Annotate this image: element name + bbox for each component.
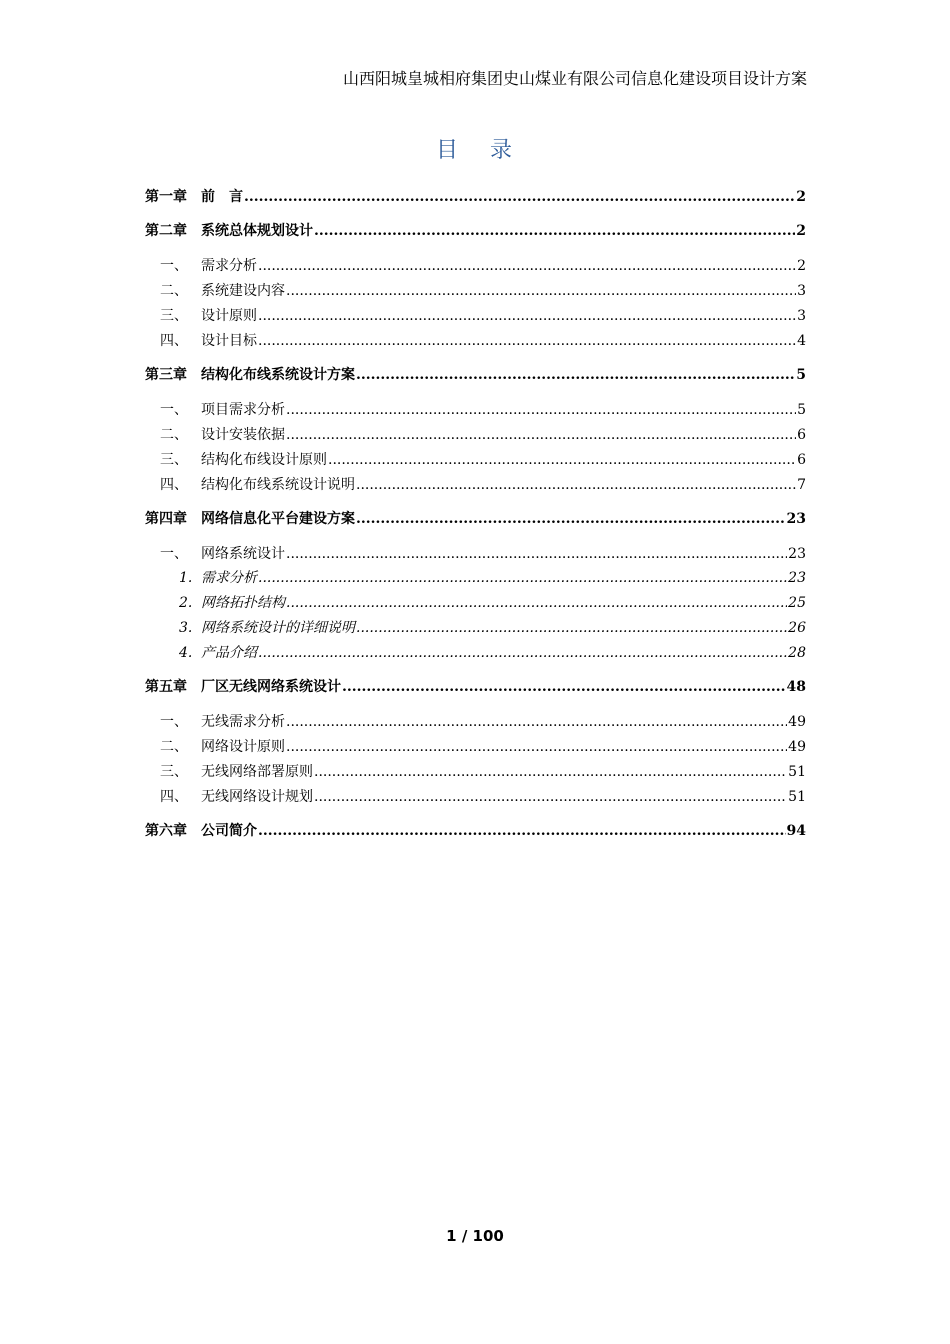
toc-entry-text: 网络设计原则 (201, 739, 285, 755)
toc-entry-label (145, 644, 257, 662)
toc-entry-number: 二、 (160, 283, 188, 299)
toc-entry-number: 一、 (160, 258, 188, 274)
toc-entry-number: 3. (179, 620, 193, 636)
toc-entry-page: 2 (797, 258, 806, 274)
toc-entry-number: 三、 (160, 308, 188, 324)
toc-leader-dots (258, 822, 786, 840)
toc-entry-page: 3 (797, 308, 806, 324)
toc-entry[interactable] (145, 282, 806, 300)
toc-entry-page: 49 (788, 714, 806, 730)
toc-entry-text: 系统建设内容 (201, 283, 285, 299)
toc-entry-number: 三、 (160, 452, 188, 468)
toc-entry[interactable] (145, 678, 806, 696)
toc-entry-text: 结构化布线系统设计说明 (201, 477, 355, 493)
toc-entry[interactable] (145, 569, 806, 587)
toc-entry-page: 26 (788, 620, 806, 636)
toc-entry-label (145, 713, 285, 731)
toc-entry-page: 51 (788, 764, 806, 780)
toc-entry-page: 28 (788, 645, 806, 661)
toc-leader-dots (314, 222, 795, 240)
toc-entry-text: 需求分析 (201, 570, 257, 586)
toc-entry-label (145, 282, 285, 300)
toc-entry-text: 厂区无线网络系统设计 (201, 679, 341, 695)
toc-entry-label (145, 619, 355, 637)
toc-entry-number: 2. (179, 595, 193, 611)
toc-entry-text: 结构化布线设计原则 (201, 452, 327, 468)
toc-leader-dots (258, 569, 787, 587)
toc-entry-page: 4 (797, 333, 806, 349)
toc-entry-number: 1. (179, 570, 193, 586)
toc-entry[interactable] (145, 545, 806, 563)
toc-entry-label (145, 222, 313, 240)
toc-entry-page: 23 (786, 511, 806, 527)
toc-entry-text: 设计目标 (201, 333, 257, 349)
toc-entry-text: 产品介绍 (201, 645, 257, 661)
toc-leader-dots (314, 763, 787, 781)
toc-entry-label (145, 307, 257, 325)
toc-entry-number: 4. (179, 645, 193, 661)
toc-entry[interactable] (145, 644, 806, 662)
toc-entry-page: 51 (788, 789, 806, 805)
toc-entry[interactable] (145, 738, 806, 756)
toc-entry[interactable] (145, 510, 806, 528)
toc-entry-label (145, 510, 355, 528)
toc-entry-page: 49 (788, 739, 806, 755)
toc-entry-text: 网络拓扑结构 (201, 595, 285, 611)
toc-entry-page: 23 (788, 570, 806, 586)
toc-leader-dots (286, 738, 787, 756)
toc-leader-dots (286, 713, 787, 731)
toc-entry[interactable] (145, 619, 806, 637)
toc-entry-label (145, 332, 257, 350)
toc-entry-label (145, 594, 285, 612)
toc-title (0, 133, 950, 164)
toc-entry-number: 一、 (160, 546, 188, 562)
toc-leader-dots (356, 619, 787, 637)
toc-entry-page: 23 (788, 546, 806, 562)
toc-entry-page: 48 (786, 679, 806, 695)
toc-entry-text: 网络系统设计 (201, 546, 285, 562)
toc-entry-page: 2 (796, 189, 806, 205)
toc-leader-dots (286, 401, 796, 419)
toc-entry-number: 第二章 (145, 223, 187, 239)
toc-entry-label (145, 426, 285, 444)
toc-entry-text: 需求分析 (201, 258, 257, 274)
toc-leader-dots (286, 426, 796, 444)
toc-entry[interactable] (145, 257, 806, 275)
toc-leader-dots (258, 332, 796, 350)
toc-leader-dots (328, 451, 796, 469)
toc-entry-text: 无线网络设计规划 (201, 789, 313, 805)
toc-leader-dots (286, 594, 787, 612)
toc-entry[interactable] (145, 788, 806, 806)
toc-entry-page: 6 (797, 427, 806, 443)
toc-entry-label (145, 569, 257, 587)
toc-leader-dots (244, 188, 795, 206)
toc-entry[interactable] (145, 426, 806, 444)
toc-entry-label (145, 788, 313, 806)
toc-entry-number: 第四章 (145, 511, 187, 527)
toc-entry-page: 25 (788, 595, 806, 611)
toc-entry[interactable] (145, 822, 806, 840)
toc-entry-number: 二、 (160, 427, 188, 443)
toc-entry-page: 2 (796, 223, 806, 239)
toc-entry-page: 3 (797, 283, 806, 299)
toc-entry-number: 第三章 (145, 367, 187, 383)
toc-entry[interactable] (145, 222, 806, 240)
toc-entry[interactable] (145, 451, 806, 469)
toc-entry[interactable] (145, 188, 806, 206)
toc-leader-dots (258, 307, 796, 325)
toc-entry-label (145, 545, 285, 563)
toc-entry[interactable] (145, 713, 806, 731)
toc-entry[interactable] (145, 476, 806, 494)
toc-entry-text: 前 言 (201, 189, 243, 205)
toc-entry-text: 设计原则 (201, 308, 257, 324)
toc-entry-number: 一、 (160, 402, 188, 418)
toc-leader-dots (286, 545, 787, 563)
toc-entry-label (145, 188, 243, 206)
toc-entry-page: 5 (797, 402, 806, 418)
toc-leader-dots (342, 678, 786, 696)
toc-entry-label (145, 476, 355, 494)
toc-entry-page: 6 (797, 452, 806, 468)
toc-entry-text: 网络信息化平台建设方案 (201, 511, 355, 527)
toc-entry[interactable] (145, 366, 806, 384)
toc-title-left: 目 (435, 138, 460, 163)
toc-entry-number: 第五章 (145, 679, 187, 695)
toc-entry-label (145, 678, 341, 696)
toc-entry-number: 第一章 (145, 189, 187, 205)
toc-entry-number: 四、 (160, 333, 188, 349)
toc-leader-dots (258, 257, 796, 275)
toc-entry-label (145, 451, 327, 469)
toc-leader-dots (286, 282, 796, 300)
toc-entry-label (145, 401, 285, 419)
toc-entry-label (145, 738, 285, 756)
toc-entry-label (145, 763, 313, 781)
toc-entry[interactable] (145, 332, 806, 350)
toc-entry-page: 5 (796, 367, 806, 383)
toc-leader-dots (356, 510, 786, 528)
toc-entry-page: 94 (786, 823, 806, 839)
toc-entry-number: 三、 (160, 764, 188, 780)
toc-entry-number: 一、 (160, 714, 188, 730)
toc-title-right: 录 (490, 138, 515, 163)
toc-leader-dots (314, 788, 787, 806)
toc-entry-text: 项目需求分析 (201, 402, 285, 418)
toc-entry-text: 结构化布线系统设计方案 (201, 367, 355, 383)
toc-entry[interactable] (145, 763, 806, 781)
toc-entry-number: 四、 (160, 477, 188, 493)
toc-entry[interactable] (145, 401, 806, 419)
toc-leader-dots (258, 644, 787, 662)
toc-entry-text: 无线需求分析 (201, 714, 285, 730)
toc-entry[interactable] (145, 594, 806, 612)
toc-leader-dots (356, 366, 795, 384)
running-header: 山西阳城皇城相府集团史山煤业有限公司信息化建设项目设计方案 (342, 69, 807, 88)
toc-entry-text: 设计安装依据 (201, 427, 285, 443)
toc-entry-text: 系统总体规划设计 (201, 223, 313, 239)
toc-entry[interactable] (145, 307, 806, 325)
toc-leader-dots (356, 476, 796, 494)
toc-entry-number: 第六章 (145, 823, 187, 839)
toc-entry-page: 7 (797, 477, 806, 493)
toc-entry-label (145, 366, 355, 384)
toc-entry-text: 网络系统设计的详细说明 (201, 620, 355, 636)
toc-entry-number: 二、 (160, 739, 188, 755)
page-number: 1 / 100 (446, 1227, 504, 1245)
toc-entry-number: 四、 (160, 789, 188, 805)
toc-entry-label (145, 822, 257, 840)
toc-entry-label (145, 257, 257, 275)
toc-entry-text: 无线网络部署原则 (201, 764, 313, 780)
toc-entry-text: 公司简介 (201, 823, 257, 839)
